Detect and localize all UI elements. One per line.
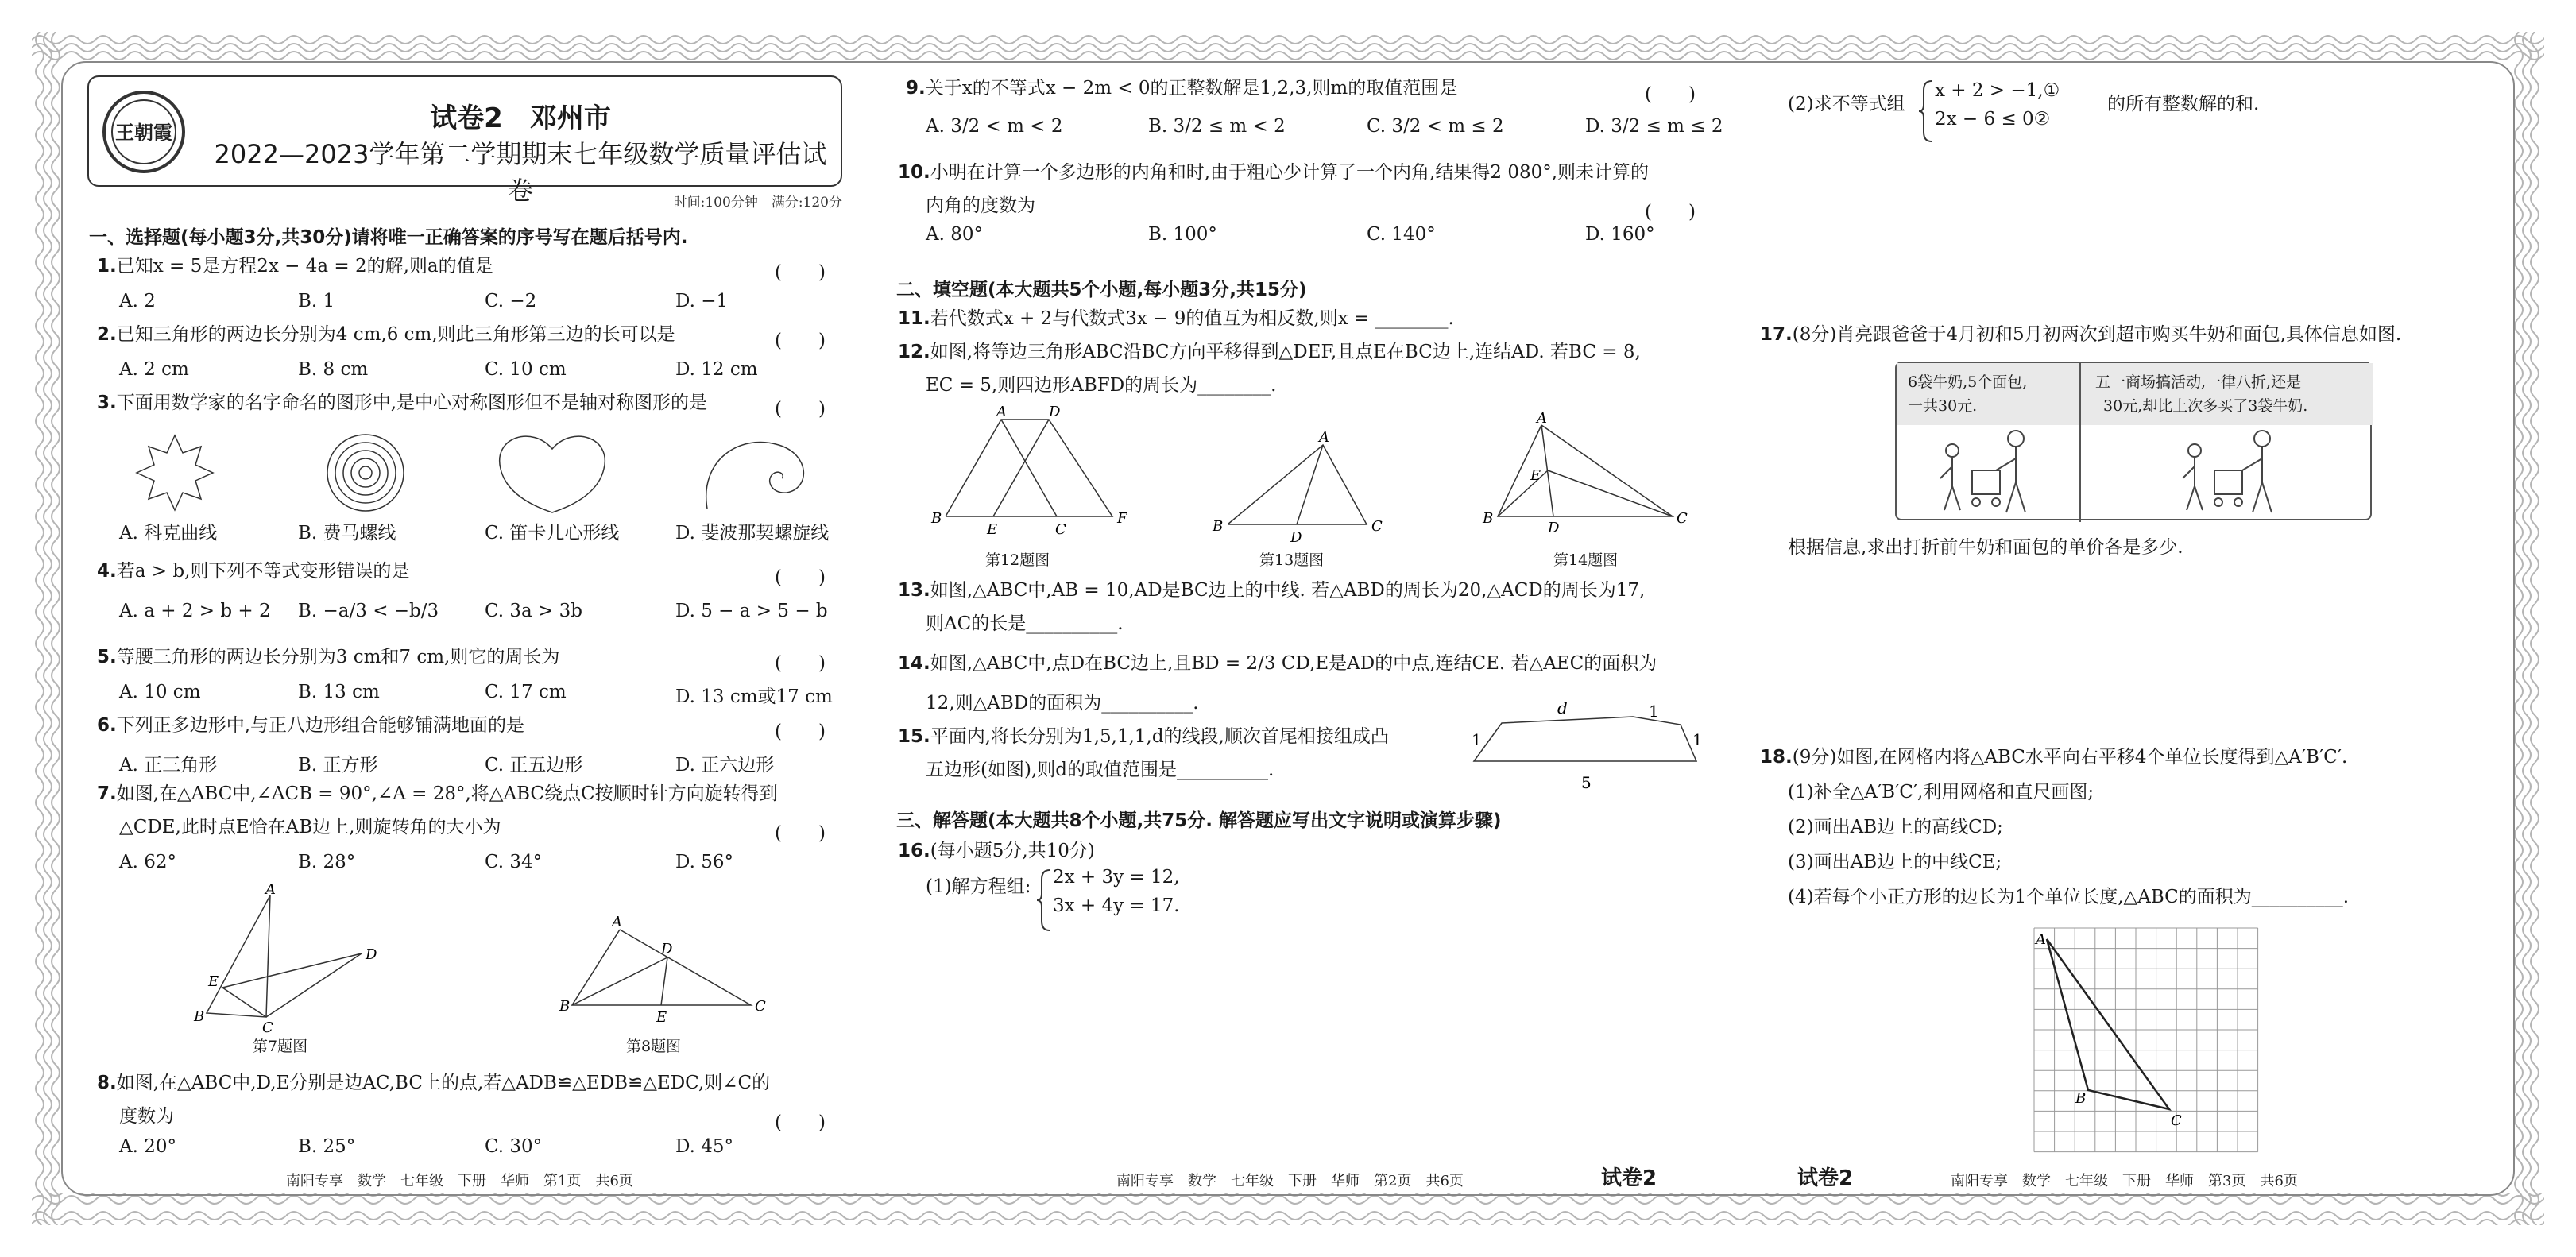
- q17-box1-line2: 一共30元.: [1908, 397, 1978, 415]
- exam-title: 2022—2023学年第二学期期末七年级数学质量评估试卷: [214, 139, 827, 206]
- q12-figure: [930, 405, 1136, 548]
- q12-fig-caption: 第12题图: [985, 551, 1050, 569]
- q7-figure: [183, 881, 389, 1036]
- svg-text:B: B: [1213, 518, 1224, 535]
- question-16: 16.(每小题5分,共10分): [898, 841, 1095, 861]
- shopping-illustration: [1897, 427, 2373, 522]
- question-11: 11.若代数式x + 2与代数式3x − 9的值互为相反数,则x = ________.: [898, 308, 1454, 329]
- q16-equation2: 3x + 4y = 17.: [1053, 895, 1180, 916]
- svg-text:B: B: [194, 1008, 205, 1025]
- q13-fig-caption: 第13题图: [1259, 551, 1325, 569]
- q3-options: A. 科克曲线 B. 费马螺线 C. 笛卡儿心形线 D. 斐波那契螺旋线: [119, 523, 830, 543]
- question-13: 13.如图,△ABC中,AB = 10,AD是BC边上的中线. 若△ABD的周长为20,△ACD的周长为17,: [898, 580, 1646, 601]
- q18-part3: (3)画出AB边上的中线CE;: [1788, 852, 2002, 872]
- exam-number: 试卷2 邓州市: [430, 102, 611, 134]
- footer-page3: 南阳专享 数学 七年级 下册 华师 第3页 共6页: [1951, 1173, 2298, 1189]
- svg-text:1: 1: [1472, 730, 1482, 749]
- brace-icon: [1037, 868, 1053, 932]
- answer-paren: ( ): [775, 653, 826, 674]
- q16-inequality2: 2x − 6 ≤ 0②: [1935, 109, 2051, 130]
- q10-options: A. 80° B. 100° C. 140° D. 160°: [926, 224, 1655, 245]
- q7-options: A. 62° B. 28° C. 34° D. 56°: [119, 852, 734, 872]
- question-5: 5.等腰三角形的两边长分别为3 cm和7 cm,则它的周长为: [97, 647, 560, 667]
- svg-text:E: E: [1530, 467, 1541, 484]
- svg-text:5: 5: [1581, 773, 1592, 792]
- q17-box2-line1: 五一商场搞活动,一律八折,还是: [2095, 373, 2302, 391]
- question-15-line2: 五边形(如图),则d的取值范围是__________.: [926, 760, 1274, 780]
- q18-part2: (2)画出AB边上的高线CD;: [1788, 817, 2003, 837]
- answer-paren: ( ): [775, 1112, 826, 1133]
- question-8-line2: 度数为: [119, 1106, 174, 1127]
- question-18: 18.(9分)如图,在网格内将△ABC水平向右平移4个单位长度得到△A′B′C′.: [1760, 747, 2348, 768]
- answer-paren: ( ): [775, 262, 826, 283]
- svg-text:A: A: [996, 404, 1007, 420]
- answer-paren: ( ): [775, 823, 826, 844]
- answer-paren: ( ): [1645, 84, 1696, 105]
- q18-part4: (4)若每个小正方形的边长为1个单位长度,△ABC的面积为__________.: [1788, 887, 2350, 907]
- svg-text:A: A: [265, 881, 276, 898]
- svg-text:D: D: [1290, 529, 1302, 546]
- question-10-line2: 内角的度数为: [926, 195, 1035, 216]
- svg-text:王朝霞: 王朝霞: [115, 122, 172, 144]
- publisher-logo: [100, 88, 188, 176]
- q13-figure: [1208, 429, 1398, 548]
- svg-text:B: B: [559, 998, 571, 1015]
- q1-options: A. 2 B. 1 C. −2 D. −1: [119, 291, 729, 311]
- svg-text:A: A: [612, 914, 622, 930]
- answer-paren: ( ): [775, 331, 826, 351]
- svg-text:A: A: [2036, 931, 2046, 948]
- q17-box1-line1: 6袋牛奶,5个面包,: [1908, 373, 2028, 391]
- svg-text:C: C: [1055, 521, 1066, 538]
- brace-icon: [1919, 79, 1935, 143]
- svg-text:A: A: [1537, 410, 1547, 427]
- svg-text:F: F: [1117, 510, 1127, 527]
- question-6: 6.下列正多边形中,与正八边形组合能够铺满地面的是: [97, 715, 525, 736]
- svg-text:C: C: [755, 998, 766, 1015]
- q6-options: A. 正三角形 B. 正方形 C. 正五边形 D. 正六边形: [119, 755, 775, 775]
- fibonacci-spiral-figure: [706, 443, 804, 509]
- footer-exam-tag: 试卷2: [1601, 1166, 1657, 1190]
- q16-part1-label: (1)解方程组:: [926, 876, 1031, 897]
- q15-pentagon-figure: [1454, 699, 1716, 795]
- question-9: 9.关于x的不等式x − 2m < 0的正整数解是1,2,3,则m的取值范围是: [906, 78, 1458, 99]
- q16-equation1: 2x + 3y = 12,: [1053, 867, 1180, 888]
- q14-fig-caption: 第14题图: [1553, 551, 1619, 569]
- q2-options: A. 2 cm B. 8 cm C. 10 cm D. 12 cm: [119, 359, 758, 380]
- footer-page1: 南阳专享 数学 七年级 下册 华师 第1页 共6页: [286, 1173, 633, 1189]
- time-info: 时间:100分钟 满分:120分: [673, 195, 842, 211]
- question-10: 10.小明在计算一个多边形的内角和时,由于粗心少计算了一个内角,结果得2 080°,则未计算的: [898, 162, 1650, 183]
- question-4: 4.若a > b,则下列不等式变形错误的是: [97, 561, 410, 582]
- q17-box2-line2: 30元,却比上次多买了3袋牛奶.: [2103, 397, 2308, 415]
- svg-text:D: D: [366, 946, 377, 963]
- svg-text:1: 1: [1692, 730, 1703, 749]
- fermat-spiral-figure: [327, 435, 404, 511]
- svg-text:C: C: [262, 1019, 273, 1036]
- answer-paren: ( ): [775, 721, 826, 742]
- svg-text:D: D: [1049, 404, 1061, 420]
- q4-options: A. a + 2 > b + 2 B. −a/3 < −b/3 C. 3a > 3b D. 5 − a > 5 − b: [119, 601, 828, 621]
- question-14-line2: 12,则△ABD的面积为__________.: [926, 693, 1199, 714]
- q16-part2-label: (2)求不等式组: [1788, 94, 1905, 114]
- q14-figure: [1478, 410, 1700, 548]
- q16-part2-tail: 的所有整数解的和.: [2107, 94, 2260, 114]
- q18-grid-figure: [2026, 920, 2265, 1158]
- question-15: 15.平面内,将长分别为1,5,1,1,d的线段,顺次首尾相接组成凸: [898, 726, 1389, 747]
- q17-info-panel: [1895, 362, 2372, 520]
- footer-page2: 南阳专享 数学 七年级 下册 华师 第2页 共6页: [1116, 1173, 1464, 1189]
- svg-text:B: B: [1483, 510, 1494, 527]
- q7-fig-caption: 第7题图: [253, 1038, 308, 1055]
- svg-text:d: d: [1557, 698, 1568, 717]
- question-7: 7.如图,在△ABC中,∠ACB = 90°,∠A = 28°,将△ABC绕点C按顺时针方向旋转得到: [97, 783, 778, 804]
- question-14: 14.如图,△ABC中,点D在BC边上,且BD = 2/3 CD,E是AD的中点,连结CE. 若△AEC的面积为: [898, 653, 1657, 674]
- svg-text:E: E: [656, 1009, 667, 1026]
- section2-title: 二、填空题(本大题共5个小题,每小题3分,共15分): [896, 280, 1307, 300]
- koch-curve-figure: [137, 435, 213, 510]
- svg-text:C: C: [2171, 1112, 2182, 1129]
- q9-options: A. 3/2 < m < 2 B. 3/2 ≤ m < 2 C. 3/2 < m ≤ 2 D. 3/2 ≤ m ≤ 2: [926, 116, 1723, 137]
- question-12-line2: EC = 5,则四边形ABFD的周长为________.: [926, 375, 1277, 396]
- answer-paren: ( ): [775, 567, 826, 588]
- svg-text:E: E: [987, 521, 998, 538]
- svg-text:1: 1: [1649, 702, 1659, 721]
- question-8: 8.如图,在△ABC中,D,E分别是边AC,BC上的点,若△ADB≌△EDB≌△EDC,则∠C的: [97, 1073, 771, 1093]
- q8-options: A. 20° B. 25° C. 30° D. 45°: [119, 1136, 734, 1157]
- q8-figure: [556, 914, 779, 1025]
- section3-title: 三、解答题(本大题共8个小题,共75分. 解答题应写出文字说明或演算步骤): [896, 810, 1502, 831]
- q18-part1: (1)补全△A′B′C′,利用网格和直尺画图;: [1788, 782, 2094, 803]
- svg-text:E: E: [208, 973, 219, 990]
- svg-text:C: C: [1371, 518, 1383, 535]
- svg-text:B: B: [931, 510, 942, 527]
- question-3: 3.下面用数学家的名字命名的图形中,是中心对称图形但不是轴对称图形的是: [97, 393, 708, 413]
- question-1: 1.已知x = 5是方程2x − 4a = 2的解,则a的值是: [97, 256, 493, 277]
- q3-figures: [119, 429, 818, 516]
- question-2: 2.已知三角形的两边长分别为4 cm,6 cm,则此三角形第三边的长可以是: [97, 324, 675, 345]
- svg-text:C: C: [1677, 510, 1688, 527]
- answer-paren: ( ): [1645, 202, 1696, 222]
- section1-title: 一、选择题(每小题3分,共30分)请将唯一正确答案的序号写在题后括号内.: [89, 227, 688, 248]
- question-12: 12.如图,将等边三角形ABC沿BC方向平移得到△DEF,且点E在BC边上,连结AD. 若BC = 8,: [898, 342, 1641, 362]
- q16-inequality1: x + 2 > −1,①: [1935, 80, 2060, 101]
- question-17: 17.(8分)肖亮跟爸爸于4月初和5月初两次到超市购买牛奶和面包,具体信息如图.: [1760, 324, 2402, 345]
- cardioid-figure: [500, 436, 605, 512]
- svg-text:A: A: [1319, 429, 1329, 446]
- question-13-line2: 则AC的长是__________.: [926, 613, 1124, 634]
- question-7-line2: △CDE,此时点E恰在AB边上,则旋转角的大小为: [119, 817, 501, 837]
- answer-paren: ( ): [775, 399, 826, 420]
- q8-fig-caption: 第8题图: [626, 1038, 682, 1055]
- footer-exam-tag: 试卷2: [1797, 1166, 1854, 1190]
- q17-question: 根据信息,求出打折前牛奶和面包的单价各是多少.: [1788, 537, 2183, 558]
- svg-text:D: D: [661, 941, 673, 957]
- q5-options: A. 10 cm B. 13 cm C. 17 cm D. 13 cm或17 cm: [119, 682, 833, 707]
- svg-text:D: D: [1548, 520, 1560, 536]
- svg-text:B: B: [2075, 1090, 2087, 1107]
